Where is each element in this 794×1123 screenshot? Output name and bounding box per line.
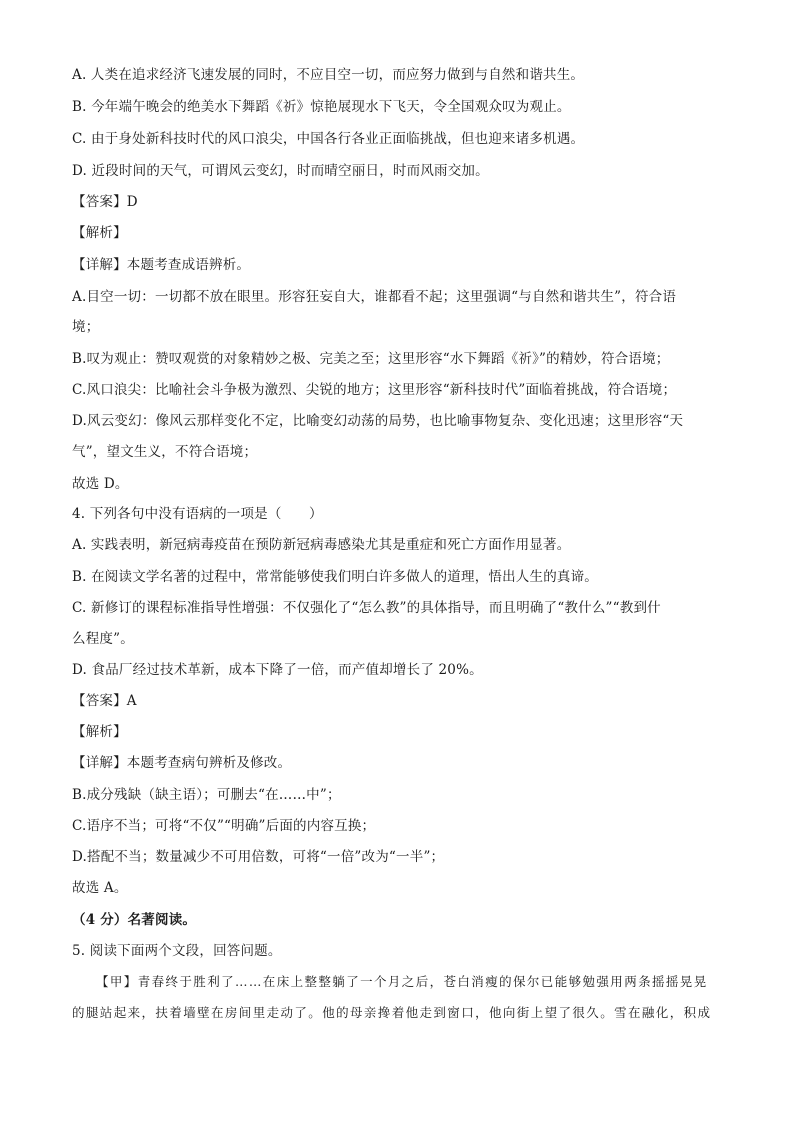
q4-option-c: C. 新修订的课程标准指导性增强：不仅强化了“怎么教”的具体指导，而且明确了“教什么”“教到什 <box>72 600 661 616</box>
q3-option-a: A. 人类在追求经济飞速发展的同时，不应目空一切，而应努力做到与自然和谐共生。 <box>72 67 585 83</box>
q4-answer: 【答案】A <box>72 693 137 709</box>
q3-option-c: C. 由于身处新科技时代的风口浪尖，中国各行各业正面临挑战，但也迎来诸多机遇。 <box>72 131 585 147</box>
q4-option-b: B. 在阅读文学名著的过程中，常常能够使我们明白许多做人的道理，悟出人生的真谛。 <box>72 569 599 585</box>
q3-explain-line: B.叹为观止：赞叹观赏的对象精妙之极、完美之至；这里形容“水下舞蹈《祈》”的精妙，符合语境； <box>72 351 670 367</box>
q4-stem: 4. 下列各句中没有语病的一项是（ ） <box>72 506 323 522</box>
q4-option-d: D. 食品厂经过技术革新，成本下降了一倍，而产值却增长了 20%。 <box>72 662 483 678</box>
q4-option-c-cont: 么程度”。 <box>72 631 134 647</box>
q3-explain-line: A.目空一切：一切都不放在眼里。形容狂妄自大，谁都看不起；这里强调“与自然和谐共生”，符合语 <box>72 289 677 305</box>
q4-choose: 故选 A。 <box>72 880 128 896</box>
q3-explain-line: D.风云变幻：像风云那样变化不定，比喻变幻动荡的局势，也比喻事物复杂、变化迅速；这里形容“天 <box>72 413 684 429</box>
q3-explain-line: 境； <box>72 319 100 335</box>
q3-analysis-heading: 【解析】 <box>72 225 127 241</box>
q4-explain-line: C.语序不当；可将“不仅”“明确”后面的内容互换； <box>72 818 376 834</box>
q4-analysis-heading: 【解析】 <box>72 724 127 740</box>
q3-explain-line: 气”，望文生义，不符合语境； <box>72 444 258 460</box>
q4-explain-line: D.搭配不当；数量减少不可用倍数，可将“一倍”改为“一半”； <box>72 849 445 865</box>
q3-explain-line: C.风口浪尖：比喻社会斗争极为激烈、尖锐的地方；这里形容“新科技时代”面临着挑战，符合语境； <box>72 382 677 398</box>
q3-choose: 故选 D。 <box>72 476 129 492</box>
q4-detail: 【详解】本题考查病句辨析及修改。 <box>72 755 292 771</box>
q3-option-d: D. 近段时间的天气，可谓风云变幻，时而晴空丽日，时而风雨交加。 <box>72 163 489 179</box>
q4-explain-line: B.成分残缺（缺主语）；可删去“在……中”； <box>72 787 341 803</box>
q4-option-a: A. 实践表明，新冠病毒疫苗在预防新冠病毒感染尤其是重症和死亡方面作用显著。 <box>72 537 571 553</box>
q5-stem: 5. 阅读下面两个文段，回答问题。 <box>72 943 282 959</box>
q3-detail: 【详解】本题考查成语辨析。 <box>72 257 251 273</box>
section-title: （4 分）名著阅读。 <box>72 912 197 928</box>
q3-answer: 【答案】D <box>72 194 138 210</box>
q5-passage-line: 【甲】青春终于胜利了……在床上整整躺了一个月之后，苍白消瘦的保尔已能够勉强用两条摇摇晃晃 <box>96 974 708 989</box>
q5-passage-line: 的腿站起来，扶着墙壁在房间里走动了。他的母亲搀着他走到窗口，他向街上望了很久。雪在融化，积成 <box>72 1005 712 1020</box>
q3-option-b: B. 今年端午晚会的绝美水下舞蹈《祈》惊艳展现水下飞天，令全国观众叹为观止。 <box>72 99 571 115</box>
